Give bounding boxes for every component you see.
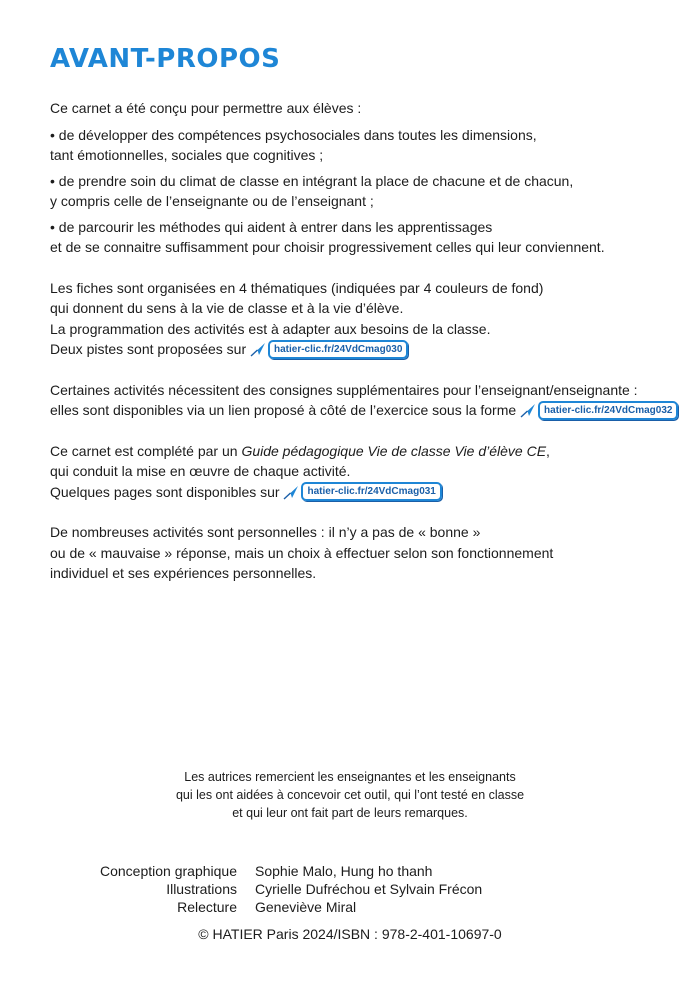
guide-line-2: qui conduit la mise en œuvre de chaque activité. [50, 463, 351, 479]
guide-line-1 [50, 441, 680, 462]
fiches-line-1: Les fiches sont organisées en 4 thématiques (indiquées par 4 couleurs de fond) [50, 279, 544, 296]
credit-row [100, 880, 482, 898]
credits-table [100, 862, 482, 916]
credit-name: Geneviève Miral [255, 899, 357, 915]
link-label: hatier-clic.fr/24VdCmag031 [301, 482, 441, 501]
acknowledgements [0, 768, 700, 822]
guide-line-1-post: , [546, 442, 550, 459]
fiches-line-4-text: Deux pistes sont proposées sur [50, 341, 247, 357]
bullet-1-line-1: • de développer des compétences psychosociales dans toutes les dimensions, [50, 126, 537, 143]
cursor-arrow-icon [250, 341, 266, 357]
guide-line-3-text: Quelques pages sont disponibles sur [50, 483, 280, 500]
credit-role: Conception graphique [100, 863, 237, 879]
bullet-2-line-1: • de prendre soin du climat de classe en intégrant la place de chacune et de chacun, [50, 172, 574, 189]
guide-line-1-pre: Ce carnet est complété par un [50, 442, 242, 459]
link-24vdcmag032[interactable] [520, 401, 678, 420]
fiches-line-3: La programmation des activités est à adapter aux besoins de la classe. [50, 320, 491, 337]
thanks-line-1: Les autrices remercient les enseignantes et les enseignants [184, 770, 516, 784]
link-label: hatier-clic.fr/24VdCmag030 [268, 340, 408, 359]
personnelles-line-1: De nombreuses activités sont personnelles : il n’y a pas de « bonne » [50, 524, 481, 540]
link-24vdcmag031[interactable] [283, 482, 441, 501]
credit-name: Cyrielle Dufréchou et Sylvain Frécon [255, 881, 483, 897]
credit-row [100, 862, 482, 880]
personnelles-line-2: ou de « mauvaise » réponse, mais un choix à effectuer selon son fonctionnement [50, 544, 554, 561]
page-title: AVANT-PROPOS [50, 44, 281, 74]
consignes-line-2-text: elles sont disponibles via un lien proposé à côté de l’exercice sous la forme [50, 402, 517, 418]
credit-name: Sophie Malo, Hung ho thanh [255, 863, 433, 879]
fiches-line-2: qui donnent du sens à la vie de classe et à la vie d’élève. [50, 300, 404, 316]
guide-title: Guide pédagogique Vie de classe Vie d’élève CE [241, 442, 547, 459]
consignes-line-2 [50, 400, 680, 421]
cursor-arrow-icon [283, 484, 299, 500]
link-label: hatier-clic.fr/24VdCmag032 [538, 401, 678, 420]
thanks-line-2: qui les ont aidées à concevoir cet outil, qui l’ont testé en classe [175, 788, 525, 802]
link-24vdcmag030[interactable] [250, 340, 408, 359]
bullet-3-line-2: et de se connaitre suffisamment pour choisir progressivement celles qui leur conviennent. [50, 239, 605, 255]
guide-line-3 [50, 482, 680, 503]
copyright-line: © HATIER Paris 2024/ISBN : 978-2-401-10697-0 [198, 926, 502, 942]
thanks-line-3: et qui leur ont fait part de leurs remarques. [232, 806, 468, 820]
credit-role: Relecture [177, 899, 237, 915]
cursor-arrow-icon [520, 402, 536, 418]
bullet-2-line-2: y compris celle de l’enseignante ou de l’enseignant ; [50, 193, 374, 209]
bullet-3-line-1: • de parcourir les méthodes qui aident à entrer dans les apprentissages [50, 218, 493, 235]
fiches-line-4 [50, 339, 680, 360]
credit-role: Illustrations [166, 881, 237, 897]
bullet-1-line-2: tant émotionnelles, sociales que cognitives ; [50, 147, 324, 163]
credit-row [100, 898, 482, 916]
consignes-line-1: Certaines activités nécessitent des consignes supplémentaires pour l’enseignant/enseignante : [50, 381, 638, 398]
personnelles-line-3: individuel et ses expériences personnelles. [50, 565, 317, 581]
intro-text: Ce carnet a été conçu pour permettre aux élèves : [50, 100, 362, 116]
main-content [50, 98, 680, 584]
